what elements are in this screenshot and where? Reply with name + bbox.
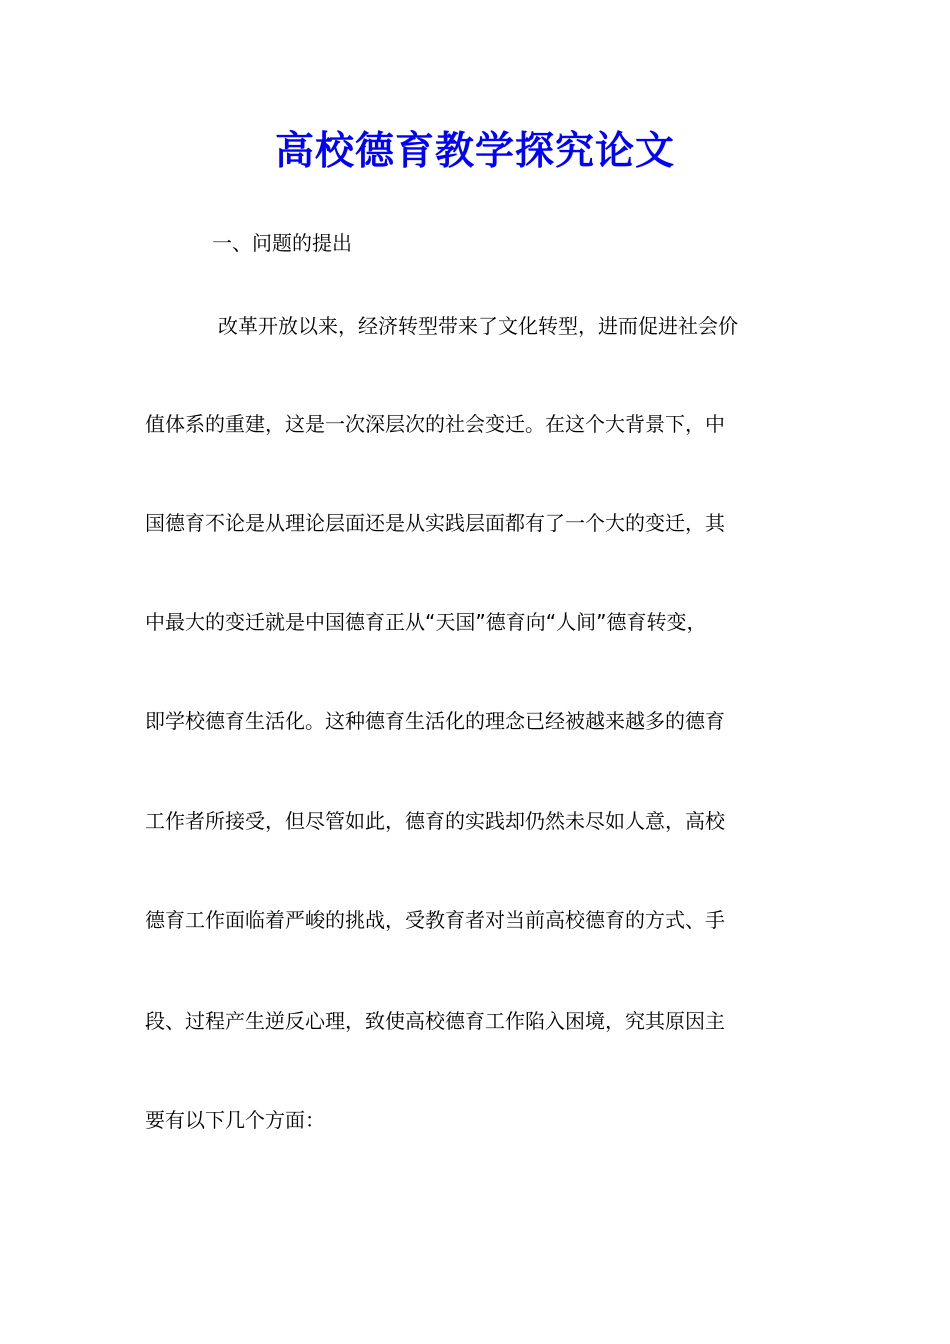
- paragraph-line: 国德育不论是从理论层面还是从实践层面都有了一个大的变迁，其: [145, 511, 725, 535]
- paragraph-line: 中最大的变迁就是中国德育正从“天国”德育向“人间”德育转变，: [145, 610, 707, 634]
- paragraph-line: 德育工作面临着严峻的挑战，受教育者对当前高校德育的方式、手: [145, 908, 725, 932]
- document-title: 高校德育教学探究论文: [274, 128, 675, 174]
- paragraph-line: 工作者所接受，但尽管如此，德育的实践却仍然未尽如人意，高校: [145, 809, 725, 833]
- section-heading: 一、问题的提出: [212, 231, 352, 255]
- paragraph-line: 即学校德育生活化。这种德育生活化的理念已经被越来越多的德育: [145, 709, 725, 733]
- paragraph-line: 值体系的重建，这是一次深层次的社会变迁。在这个大背景下，中: [145, 412, 725, 436]
- paragraph-line: 改革开放以来，经济转型带来了文化转型，进而促进社会价: [218, 314, 738, 338]
- paragraph-line: 要有以下几个方面：: [145, 1108, 325, 1132]
- paragraph-line: 段、过程产生逆反心理，致使高校德育工作陷入困境，究其原因主: [145, 1009, 725, 1033]
